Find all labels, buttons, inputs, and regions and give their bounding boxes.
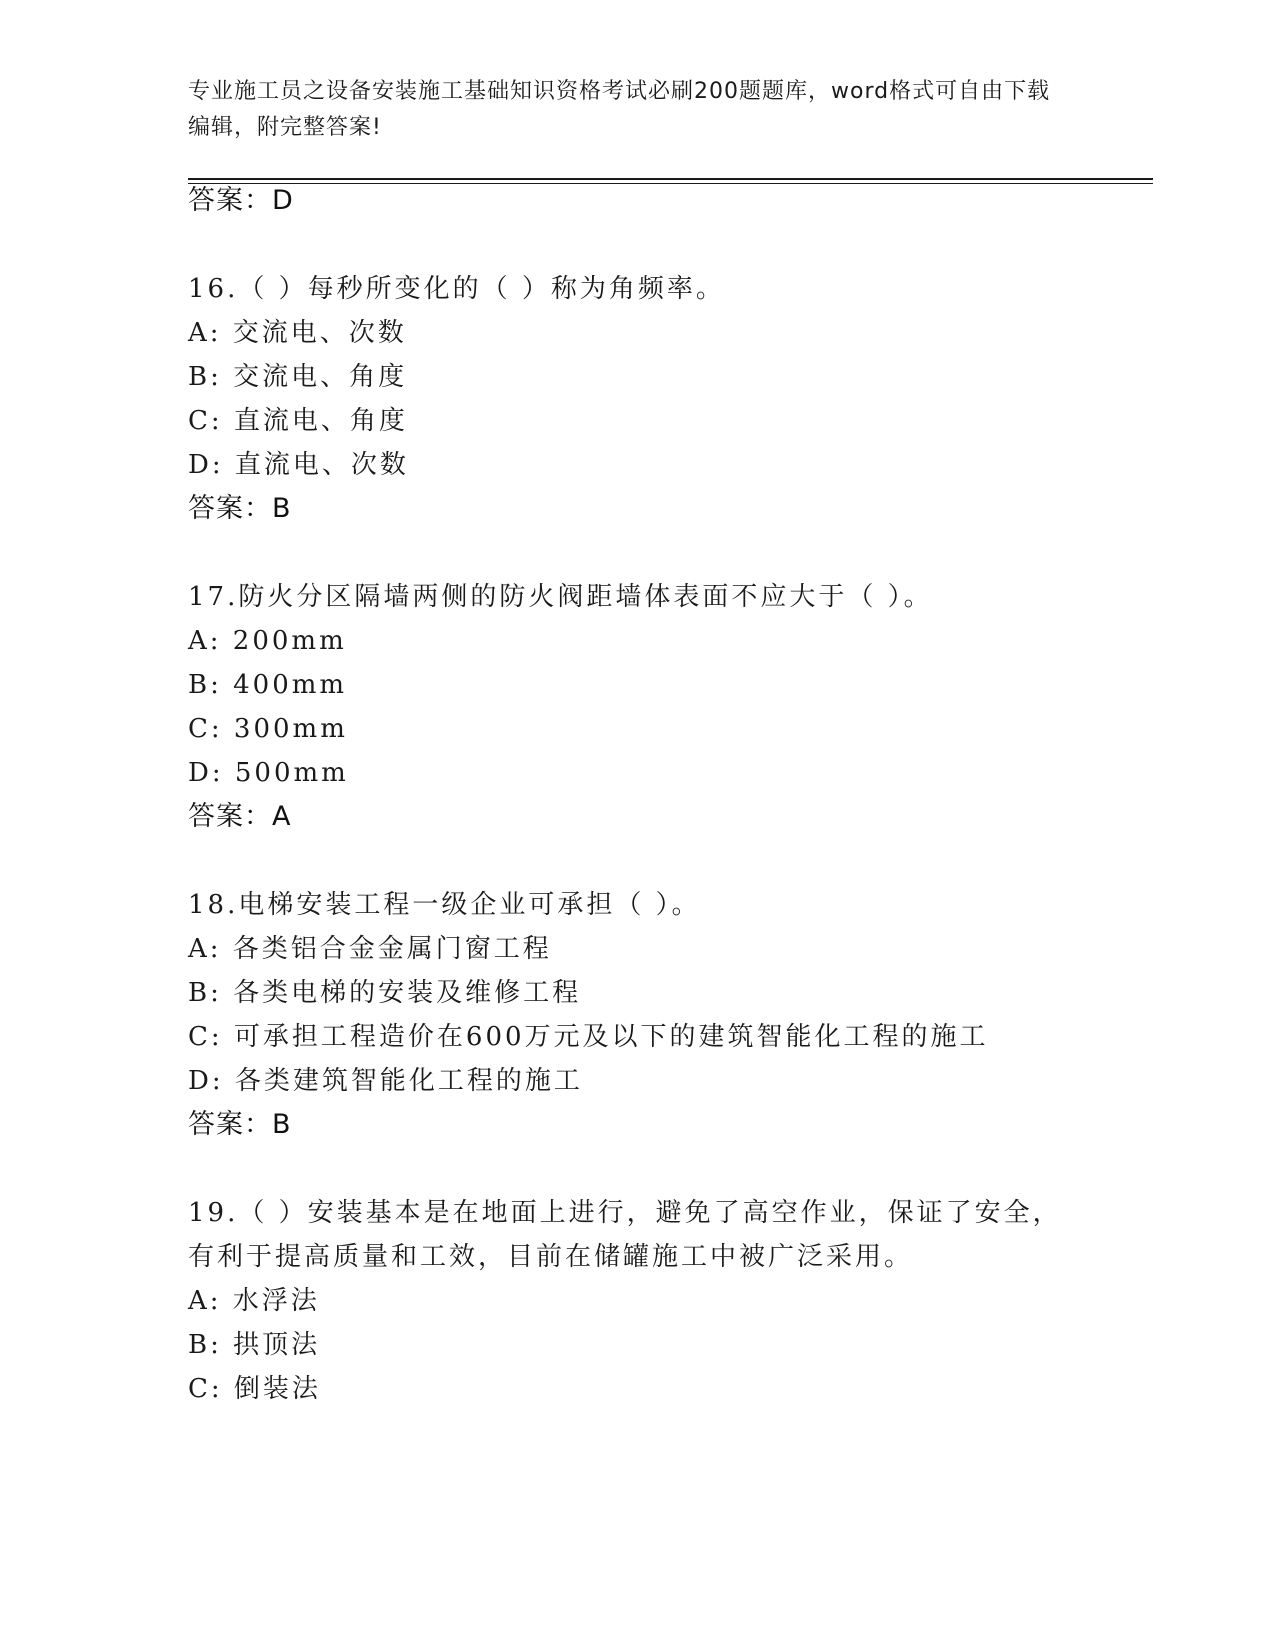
question-16-option-b: B: 交流电、角度 bbox=[188, 362, 408, 392]
question-16-option-a: A: 交流电、次数 bbox=[188, 318, 407, 348]
answer-16: 答案：B bbox=[188, 493, 292, 524]
question-18-stem: 18.电梯安装工程一级企业可承担（ ）。 bbox=[188, 890, 701, 920]
question-17-option-c: C: 300mm bbox=[188, 714, 348, 744]
question-19-option-c: C: 倒装法 bbox=[188, 1374, 321, 1404]
question-16-option-c: C: 直流电、角度 bbox=[188, 406, 408, 436]
question-19-option-b: B: 拱顶法 bbox=[188, 1330, 321, 1360]
question-19-stem-line-1: 19.（ ）安装基本是在地面上进行，避免了高空作业，保证了安全， bbox=[188, 1198, 1062, 1228]
question-17-option-b: B: 400mm bbox=[188, 670, 348, 700]
question-17-option-d: D: 500mm bbox=[188, 758, 349, 788]
question-17-option-a: A: 200mm bbox=[188, 626, 347, 656]
answer-17: 答案：A bbox=[188, 801, 292, 832]
header-divider-thin bbox=[188, 183, 1153, 184]
question-19-option-a: A: 水浮法 bbox=[188, 1286, 320, 1316]
answer-18: 答案：B bbox=[188, 1109, 292, 1140]
question-18-option-b: B: 各类电梯的安装及维修工程 bbox=[188, 978, 582, 1008]
question-18-option-a: A: 各类铝合金金属门窗工程 bbox=[188, 934, 552, 964]
question-16-stem: 16.（ ）每秒所变化的（ ）称为角频率。 bbox=[188, 274, 725, 304]
question-16-option-d: D: 直流电、次数 bbox=[188, 450, 409, 480]
answer-15: 答案：D bbox=[188, 185, 294, 216]
question-19-stem-line-2: 有利于提高质量和工效，目前在储罐施工中被广泛采用。 bbox=[188, 1242, 914, 1272]
header-divider-thick bbox=[188, 178, 1153, 180]
question-18-option-c: C: 可承担工程造价在600万元及以下的建筑智能化工程的施工 bbox=[188, 1022, 989, 1052]
document-header: 专业施工员之设备安装施工基础知识资格考试必刷200题题库，word格式可自由下载编辑，附完整答案! bbox=[188, 79, 1051, 140]
question-18-option-d: D: 各类建筑智能化工程的施工 bbox=[188, 1066, 583, 1096]
question-17-stem: 17.防火分区隔墙两侧的防火阀距墙体表面不应大于（ ）。 bbox=[188, 582, 933, 612]
